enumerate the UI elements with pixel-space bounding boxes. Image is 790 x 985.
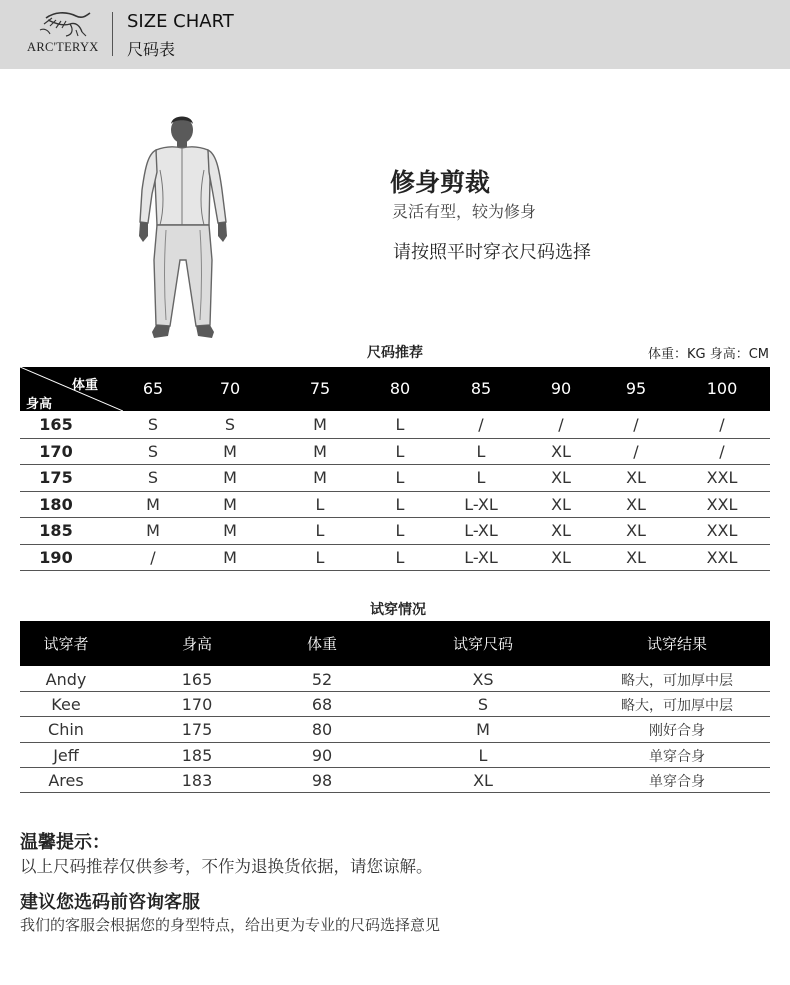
- size-cell: S: [224, 415, 236, 434]
- fit-note: 请按照平时穿衣尺码选择: [393, 242, 591, 263]
- trial-table-row: [20, 768, 770, 793]
- trial-cell: XL: [473, 770, 493, 790]
- trial-table-row: [20, 717, 770, 742]
- trial-cell: 刚好合身: [649, 723, 705, 740]
- size-cell: L-XL: [464, 494, 498, 514]
- size-cell: XXL: [706, 547, 738, 567]
- trial-table-title: 试穿情况: [370, 602, 426, 618]
- height-cell: 165: [39, 415, 73, 434]
- trial-cell: 175: [181, 720, 213, 740]
- trial-cell: 165: [181, 670, 213, 689]
- trial-header-cell: 试穿结果: [646, 635, 707, 653]
- size-cell: XL: [551, 547, 571, 567]
- size-cell: L: [395, 494, 405, 514]
- fit-subtitle: 灵活有型，较为修身: [392, 202, 537, 221]
- fit-title: 修身剪裁: [390, 168, 491, 197]
- size-cell: L-XL: [464, 547, 498, 567]
- trial-cell: S: [477, 695, 489, 715]
- size-cell: L: [476, 468, 486, 487]
- size-table-row: [20, 439, 770, 466]
- weight-header-cell: 70: [219, 379, 241, 398]
- trial-cell: L: [478, 745, 488, 765]
- size-cell: /: [719, 441, 725, 461]
- height-cell: 185: [39, 521, 73, 540]
- corner-cell: [20, 367, 123, 411]
- trial-cell: 略大，可加厚中层: [621, 698, 733, 715]
- tip-title: 温馨提示：: [20, 832, 110, 853]
- size-cell: S: [147, 441, 159, 461]
- size-cell: XXL: [706, 521, 738, 540]
- size-cell: /: [150, 547, 156, 567]
- advice-title: 建议您选码前咨询客服: [20, 892, 200, 913]
- header-divider: [112, 12, 113, 56]
- trial-cell: 68: [311, 695, 333, 715]
- size-cell: L: [395, 521, 405, 540]
- size-cell: XXL: [706, 494, 738, 514]
- trial-cell: Jeff: [53, 745, 79, 765]
- size-table-row: [20, 518, 770, 545]
- trial-cell: 52: [311, 670, 333, 689]
- corner-weight-label: 体重: [72, 378, 99, 393]
- size-cell: M: [313, 468, 327, 487]
- size-cell: XL: [626, 468, 646, 487]
- size-cell: XL: [551, 494, 571, 514]
- size-cell: XL: [551, 441, 571, 461]
- size-cell: M: [146, 521, 160, 540]
- height-cell: 190: [39, 547, 73, 567]
- weight-header-cell: 100: [706, 379, 738, 398]
- size-cell: S: [147, 415, 159, 434]
- size-table-row: [20, 492, 770, 519]
- trial-cell: 170: [181, 695, 213, 715]
- corner-height-label: 身高: [26, 397, 53, 412]
- trial-cell: 单穿合身: [649, 748, 705, 765]
- tip-text: 以上尺码推荐仅供参考，不作为退换货依据，请您谅解。: [20, 857, 433, 876]
- size-cell: /: [719, 415, 725, 434]
- size-cell: L: [395, 415, 405, 434]
- trial-header-cell: 试穿者: [43, 635, 89, 653]
- size-cell: L: [476, 441, 486, 461]
- size-cell: L: [395, 468, 405, 487]
- size-cell: L: [395, 441, 405, 461]
- advice-text: 我们的客服会根据您的身型特点，给出更为专业的尺码选择意见: [20, 916, 441, 934]
- size-cell: /: [633, 415, 639, 434]
- size-cell: L: [315, 547, 325, 567]
- size-cell: XXL: [706, 468, 738, 487]
- size-cell: M: [223, 521, 237, 540]
- trial-cell: 90: [311, 745, 333, 765]
- size-cell: M: [223, 494, 237, 514]
- size-cell: XL: [551, 468, 571, 487]
- size-table-title: 尺码推荐: [367, 345, 423, 361]
- size-cell: M: [146, 494, 160, 514]
- size-table-header: [20, 367, 770, 411]
- size-cell: /: [558, 415, 564, 434]
- weight-header-cell: 80: [389, 379, 411, 398]
- trial-cell: 183: [181, 770, 213, 790]
- size-chart-title-cn: 尺码表: [127, 40, 176, 59]
- size-cell: XL: [626, 547, 646, 567]
- size-cell: M: [223, 441, 237, 461]
- size-cell: L: [315, 494, 325, 514]
- brand-wordmark: ARC'TERYX: [27, 40, 99, 54]
- trial-cell: 185: [181, 745, 213, 765]
- page-header: [0, 0, 790, 69]
- size-cell: L: [395, 547, 405, 567]
- trial-table-row: [20, 692, 770, 717]
- size-cell: M: [313, 441, 327, 461]
- size-cell: XL: [626, 521, 646, 540]
- size-table-row: [20, 412, 770, 439]
- trial-header-cell: 身高: [181, 635, 212, 653]
- weight-header-cell: 90: [550, 379, 572, 398]
- size-cell: /: [478, 415, 484, 434]
- trial-cell: XS: [472, 670, 494, 689]
- trial-cell: 98: [311, 770, 333, 790]
- size-cell: M: [313, 415, 327, 434]
- weight-header-cell: 65: [142, 379, 164, 398]
- trial-cell: Chin: [48, 720, 84, 740]
- fit-model-figure: [130, 110, 238, 342]
- size-cell: M: [223, 468, 237, 487]
- trial-header-cell: 体重: [306, 635, 337, 653]
- trial-cell: 80: [311, 720, 333, 740]
- trial-table-row: [20, 667, 770, 692]
- trial-cell: Kee: [51, 695, 81, 715]
- size-table-row: [20, 465, 770, 492]
- trial-cell: Andy: [45, 670, 87, 689]
- trial-table-header: [20, 621, 770, 666]
- weight-header-cell: 75: [309, 379, 331, 398]
- size-cell: XL: [626, 494, 646, 514]
- size-cell: L-XL: [464, 521, 498, 540]
- size-table-row: [20, 545, 770, 572]
- size-cell: S: [147, 468, 159, 487]
- trial-cell: 略大，可加厚中层: [621, 673, 733, 689]
- trial-cell: Ares: [48, 770, 84, 790]
- weight-header-cell: 95: [625, 379, 647, 398]
- trial-cell: M: [476, 720, 490, 740]
- units-label: 体重：KG 身高：CM: [647, 347, 769, 362]
- trial-header-cell: 试穿尺码: [452, 635, 513, 653]
- size-cell: M: [223, 547, 237, 567]
- size-cell: /: [633, 441, 639, 461]
- size-chart-title-en: SIZE CHART: [127, 11, 234, 32]
- size-cell: L: [315, 521, 325, 540]
- height-cell: 175: [39, 468, 73, 487]
- height-cell: 170: [39, 441, 73, 461]
- size-cell: XL: [551, 521, 571, 540]
- trial-table-row: [20, 743, 770, 768]
- weight-header-cell: 85: [470, 379, 492, 398]
- trial-cell: 单穿合身: [649, 773, 705, 790]
- height-cell: 180: [39, 494, 73, 514]
